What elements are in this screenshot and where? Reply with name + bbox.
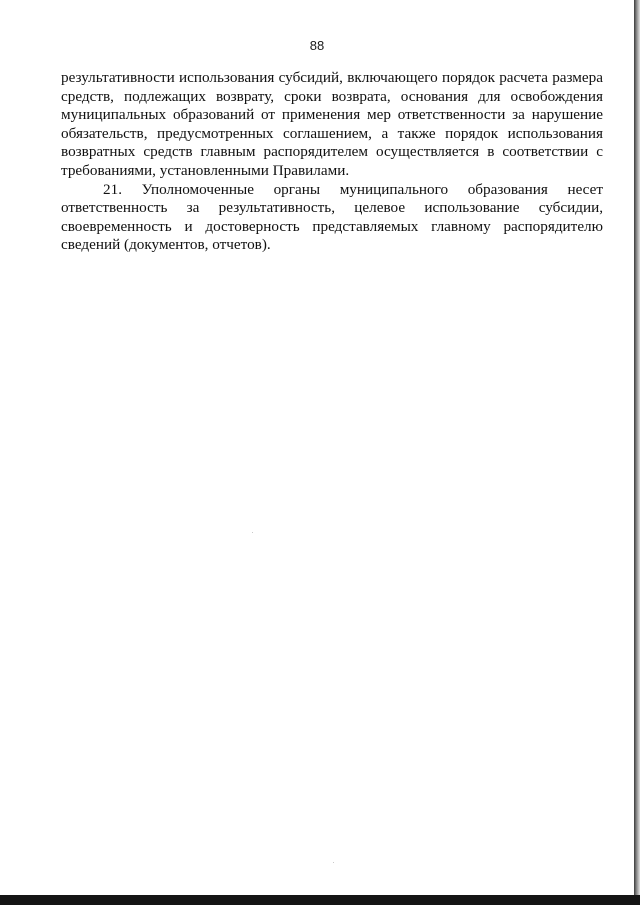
paragraph-item-21: 21. Уполномоченные органы муниципального образования несет ответственность за результативность, целевое использование субсидии, своевременность и достоверность представляемых главному распорядителю сведений (документов, отчетов). <box>61 180 603 254</box>
paragraph-continuation: результативности использования субсидий, включающего порядок расчета размера средств, подлежащих возврату, сроки возврата, основания для освобождения муниципальных образований от применения мер ответственности за нарушение обязательств, предусмотренных соглашением, а также порядок использования возвратных средств главным распорядителем осуществляется в соответствии с требованиями, установленными Правилами. <box>61 69 603 179</box>
scan-speck <box>333 862 334 863</box>
page-number: 88 <box>309 38 325 53</box>
scan-edge-right <box>634 0 640 905</box>
scan-speck <box>252 532 253 533</box>
scan-edge-bottom <box>0 895 640 905</box>
document-body <box>61 69 603 255</box>
